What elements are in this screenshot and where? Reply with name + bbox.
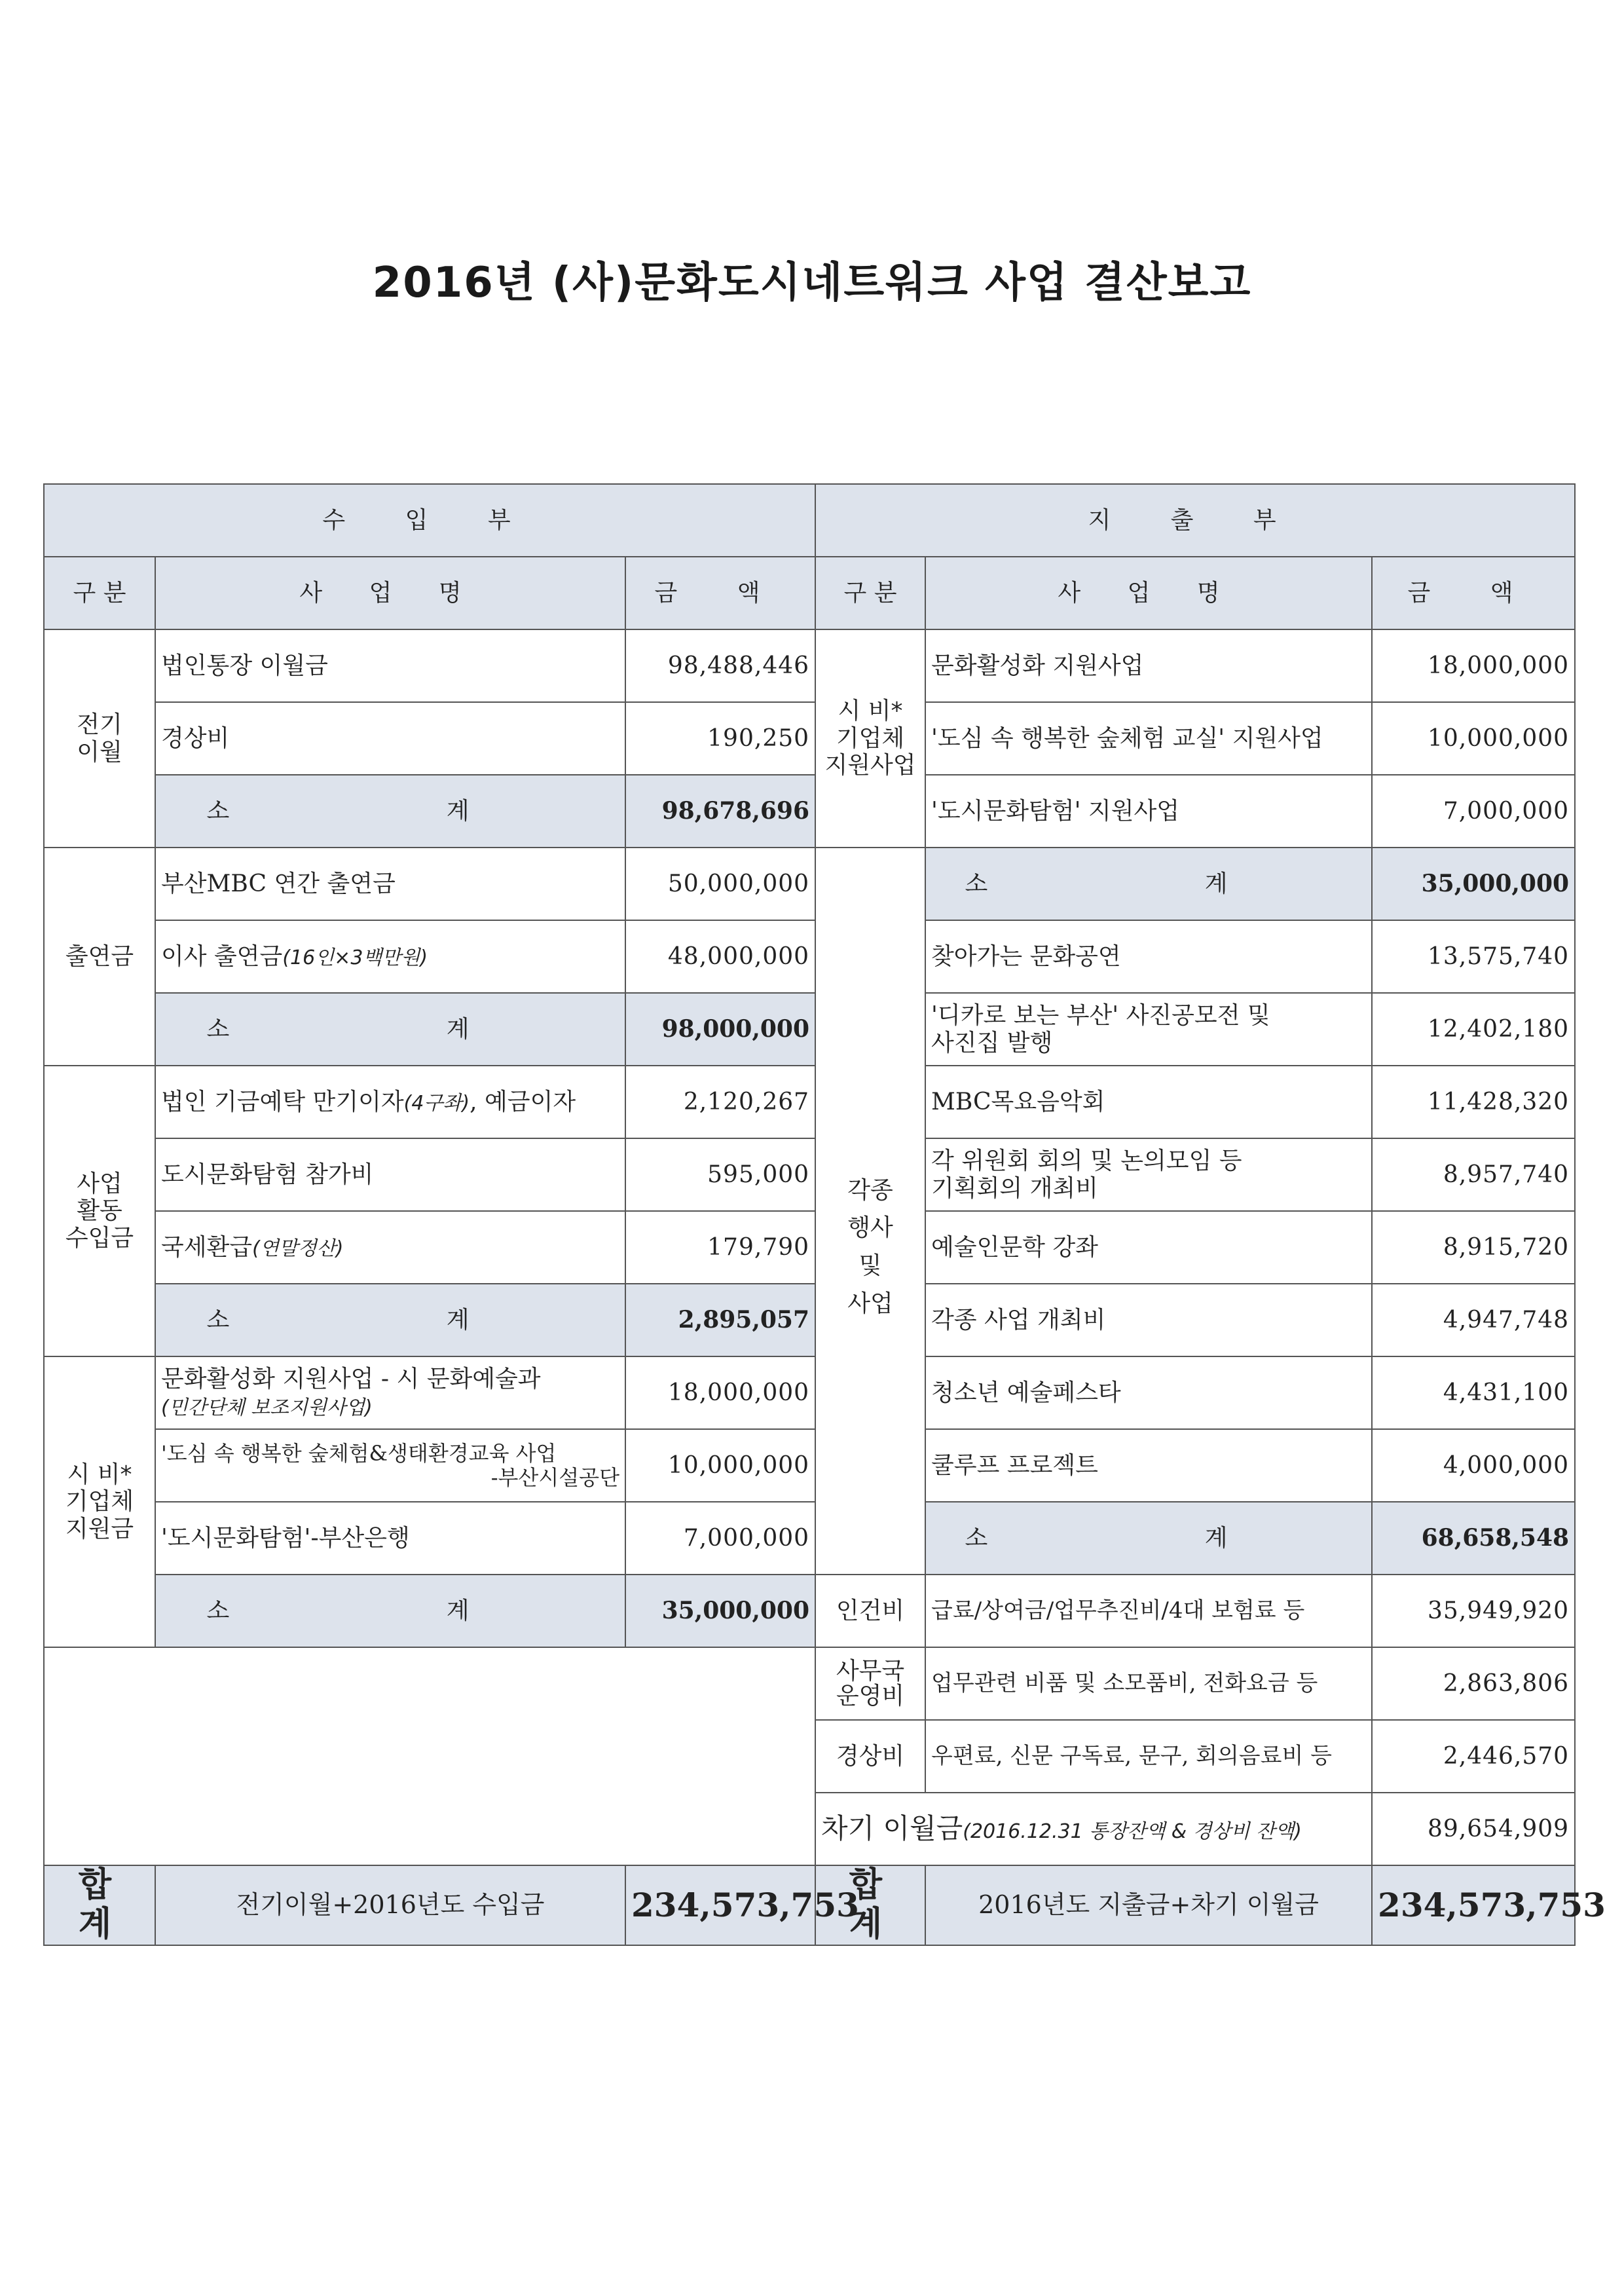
expense-item-amount: 4,431,100	[1372, 1356, 1575, 1429]
table-row	[44, 1647, 1575, 1720]
income-item-name	[155, 1356, 625, 1429]
expense-item-amount: 2,863,806	[1372, 1647, 1575, 1720]
column-header-row	[44, 557, 1575, 629]
table-row	[44, 1211, 1575, 1284]
income-item-amount: 595,000	[625, 1138, 815, 1211]
section-header-row	[44, 484, 1575, 557]
income-item-note: (민간단체 보조지원사업)	[161, 1396, 373, 1419]
income-category-header: 구 분	[44, 557, 155, 629]
income-item-note: (연말정산)	[252, 1237, 344, 1260]
subtotal-label: 소 계	[155, 1575, 625, 1647]
income-item-name	[155, 1066, 625, 1138]
expense-subtotal-amount: 68,658,548	[1372, 1502, 1575, 1575]
expense-item-amount: 12,402,180	[1372, 993, 1575, 1066]
expense-item-name: '도시문화탐험' 지원사업	[925, 775, 1372, 848]
subtotal-label: 소 계	[925, 848, 1372, 920]
income-item-name: '도시문화탐험'-부산은행	[155, 1502, 625, 1575]
income-subtotal-amount: 98,678,696	[625, 775, 815, 848]
income-item-note: -부산시설공단	[490, 1465, 619, 1490]
table-row	[44, 1138, 1575, 1211]
expense-category-personnel: 인건비	[815, 1575, 925, 1647]
income-amount-header: 금 액	[625, 557, 815, 629]
income-item-amount: 18,000,000	[625, 1356, 815, 1429]
income-item-name	[155, 920, 625, 993]
expense-total-label: 합 계	[815, 1865, 925, 1945]
income-item-name: 도시문화탐험 참가비	[155, 1138, 625, 1211]
income-blank-area	[44, 1647, 815, 1865]
expense-project-header: 사 업 명	[925, 557, 1372, 629]
table-row	[44, 1575, 1575, 1647]
income-item-name-text: '도심 속 행복한 숲체험&생태환경교육 사업	[161, 1440, 557, 1466]
income-total-label: 합 계	[44, 1865, 155, 1945]
table-row	[44, 629, 1575, 702]
expense-item-amount: 4,947,748	[1372, 1284, 1575, 1356]
table-row	[44, 775, 1575, 848]
expense-item-amount: 2,446,570	[1372, 1720, 1575, 1793]
expense-category-events: 각종 행사 및 사업	[815, 920, 925, 1575]
expense-carryforward-amount: 89,654,909	[1372, 1793, 1575, 1865]
income-category-business: 사업 활동 수입금	[44, 1066, 155, 1356]
income-total-amount: 234,573,753	[625, 1865, 815, 1945]
table-row	[44, 920, 1575, 993]
expense-item-name: MBC목요음악회	[925, 1066, 1372, 1138]
expense-section-header: 지 출 부	[815, 484, 1575, 557]
settlement-table	[43, 483, 1606, 1946]
expense-item-name: 업무관련 비품 및 소모품비, 전화요금 등	[925, 1647, 1372, 1720]
income-item-amount: 7,000,000	[625, 1502, 815, 1575]
income-subtotal-amount: 35,000,000	[625, 1575, 815, 1647]
income-item-name: 부산MBC 연간 출연금	[155, 848, 625, 920]
income-item-amount: 10,000,000	[625, 1429, 815, 1502]
income-item-note: (4구좌)	[403, 1091, 470, 1115]
expense-carryforward-note: (2016.12.31 통장잔액 & 경상비 잔액)	[963, 1820, 1302, 1844]
expense-item-name: 급료/상여금/업무추진비/4대 보험료 등	[925, 1575, 1372, 1647]
expense-item-name: 문화활성화 지원사업	[925, 629, 1372, 702]
income-item-name-text: 문화활성화 지원사업 - 시 문화예술과	[161, 1366, 541, 1393]
expense-item-amount: 7,000,000	[1372, 775, 1575, 848]
income-subtotal-amount: 2,895,057	[625, 1284, 815, 1356]
expense-item-amount: 10,000,000	[1372, 702, 1575, 775]
expense-item-name: 청소년 예술페스타	[925, 1356, 1372, 1429]
expense-item-amount: 8,915,720	[1372, 1211, 1575, 1284]
expense-item-name: '도심 속 행복한 숲체험 교실' 지원사업	[925, 702, 1372, 775]
expense-amount-header: 금 액	[1372, 557, 1575, 629]
income-item-amount: 98,488,446	[625, 629, 815, 702]
table-row	[44, 1356, 1575, 1429]
expense-carryforward	[815, 1793, 1372, 1865]
expense-category-office: 사무국 운영비	[815, 1647, 925, 1720]
expense-item-name: 우편료, 신문 구독료, 문구, 회의음료비 등	[925, 1720, 1372, 1793]
income-project-header: 사 업 명	[155, 557, 625, 629]
subtotal-label: 소 계	[925, 1502, 1372, 1575]
income-item-name: 경상비	[155, 702, 625, 775]
expense-category-operating: 경상비	[815, 1720, 925, 1793]
expense-category-grant: 시 비* 기업체 지원사업	[815, 629, 925, 848]
expense-item-name: 각 위원회 회의 및 논의모임 등 기획회의 개최비	[925, 1138, 1372, 1211]
expense-total-desc: 2016년도 지출금+차기 이월금	[925, 1865, 1372, 1945]
expense-total-amount: 234,573,753	[1372, 1865, 1575, 1945]
income-item-name	[155, 1429, 625, 1502]
expense-item-name: 쿨루프 프로젝트	[925, 1429, 1372, 1502]
expense-item-name: '디카로 보는 부산' 사진공모전 및 사진집 발행	[925, 993, 1372, 1066]
income-item-amount: 2,120,267	[625, 1066, 815, 1138]
table-row	[44, 1502, 1575, 1575]
expense-item-amount: 13,575,740	[1372, 920, 1575, 993]
income-item-note: (16인×3백만원)	[282, 946, 428, 969]
expense-subtotal-amount: 35,000,000	[1372, 848, 1575, 920]
income-section-header: 수 입 부	[44, 484, 815, 557]
subtotal-label: 소 계	[155, 993, 625, 1066]
subtotal-label: 소 계	[155, 775, 625, 848]
income-item-name-text: 이사 출연금	[161, 942, 283, 970]
income-total-desc: 전기이월+2016년도 수입금	[155, 1865, 625, 1945]
income-item-name	[155, 1211, 625, 1284]
expense-carryforward-label: 차기 이월금	[821, 1812, 963, 1845]
income-item-name-suffix: , 예금이자	[470, 1088, 576, 1115]
income-category-grant: 시 비* 기업체 지원금	[44, 1356, 155, 1647]
income-category-contribution: 출연금	[44, 848, 155, 1066]
expense-item-amount: 4,000,000	[1372, 1429, 1575, 1502]
expense-item-name: 예술인문학 강좌	[925, 1211, 1372, 1284]
expense-category-header: 구 분	[815, 557, 925, 629]
table-row	[44, 848, 1575, 920]
income-item-amount: 179,790	[625, 1211, 815, 1284]
income-category-carryover: 전기 이월	[44, 629, 155, 848]
table-row	[44, 1066, 1575, 1138]
table-row	[44, 702, 1575, 775]
income-item-name-text: 국세환급	[161, 1233, 253, 1261]
table-row	[44, 1429, 1575, 1502]
expense-item-amount: 11,428,320	[1372, 1066, 1575, 1138]
income-item-amount: 48,000,000	[625, 920, 815, 993]
page-title: 2016년 (사)문화도시네트워크 사업 결산보고	[372, 259, 1252, 307]
expense-item-name: 각종 사업 개최비	[925, 1284, 1372, 1356]
expense-item-amount: 18,000,000	[1372, 629, 1575, 702]
expense-category-blank	[815, 848, 925, 920]
income-item-name: 법인통장 이월금	[155, 629, 625, 702]
expense-item-amount: 8,957,740	[1372, 1138, 1575, 1211]
income-item-name-text: 법인 기금예탁 만기이자	[161, 1088, 404, 1115]
subtotal-label: 소 계	[155, 1284, 625, 1356]
total-row	[44, 1865, 1575, 1945]
income-item-amount: 190,250	[625, 702, 815, 775]
expense-item-amount: 35,949,920	[1372, 1575, 1575, 1647]
table-row	[44, 993, 1575, 1066]
income-item-amount: 50,000,000	[625, 848, 815, 920]
expense-item-name: 찾아가는 문화공연	[925, 920, 1372, 993]
table-row	[44, 1284, 1575, 1356]
income-subtotal-amount: 98,000,000	[625, 993, 815, 1066]
